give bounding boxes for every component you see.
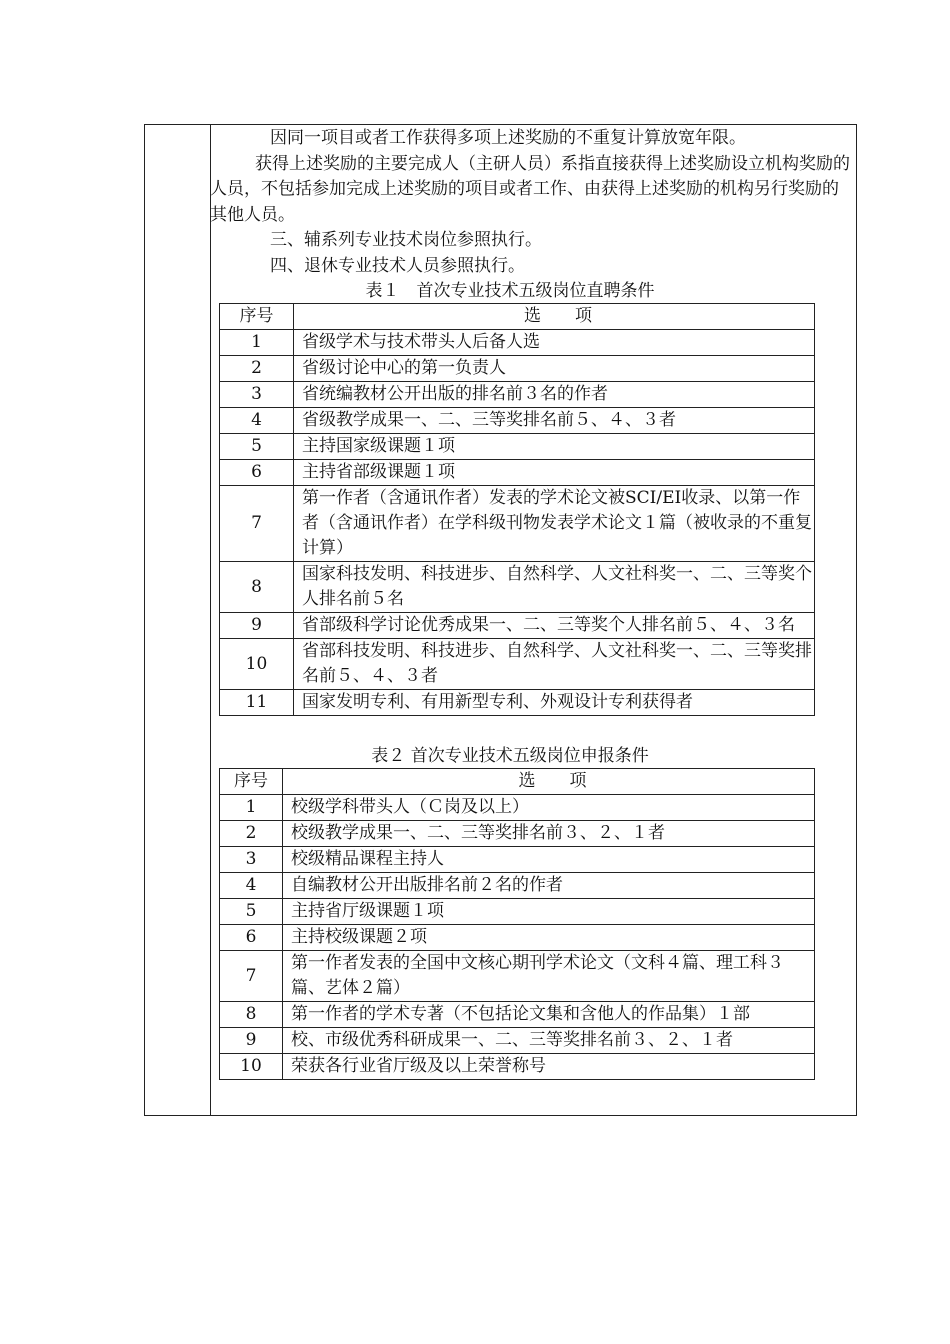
table-row: [220, 1054, 815, 1080]
row-number: 1: [220, 795, 283, 821]
row-number: 4: [220, 408, 294, 434]
table1-caption: 表１ 首次专业技术五级岗位直聘条件: [365, 281, 655, 301]
row-number: 9: [220, 1028, 283, 1054]
table-row: [220, 460, 815, 486]
row-item: 主持省部级课题１项: [294, 460, 815, 486]
row-number: 4: [220, 873, 283, 899]
row-item: 主持省厅级课题１项: [283, 899, 815, 925]
row-item: 省统编教材公开出版的排名前３名的作者: [294, 382, 815, 408]
row-number: 8: [220, 562, 294, 613]
paragraph-no-repeat: 因同一项目或者工作获得多项上述奖励的不重复计算放宽年限。: [270, 128, 746, 148]
table-row: [220, 486, 815, 562]
row-number: 3: [220, 847, 283, 873]
table-row: [220, 925, 815, 951]
row-item: 国家发明专利、有用新型专利、外观设计专利获得者: [294, 690, 815, 716]
row-item: 省部科技发明、科技进步、自然科学、人文社科奖一、二、三等奖排名前５、４、３者: [294, 639, 815, 690]
row-item: 校级精品课程主持人: [283, 847, 815, 873]
row-number: 10: [220, 639, 294, 690]
row-number: 3: [220, 382, 294, 408]
table-row: [220, 639, 815, 690]
row-item: 省部级科学讨论优秀成果一、二、三等奖个人排名前５、４、３名: [294, 613, 815, 639]
row-item: 主持校级课题２项: [283, 925, 815, 951]
row-item: 校级教学成果一、二、三等奖排名前３、２、１者: [283, 821, 815, 847]
table-row: [220, 434, 815, 460]
table-row: [220, 951, 815, 1002]
row-number: 10: [220, 1054, 283, 1080]
row-item: 省级教学成果一、二、三等奖排名前５、４、３者: [294, 408, 815, 434]
row-number: 6: [220, 925, 283, 951]
paragraph-main-completer: 获得上述奖励的主要完成人（主研人员）系指直接获得上述奖励设立机构奖励的人员，不包括参加完成上述奖励的项目或者工作、由获得上述奖励的机构另行奖励的其他人员。: [210, 153, 850, 225]
table-row: [220, 408, 815, 434]
row-number: 1: [220, 330, 294, 356]
row-item: 主持国家级课题１项: [294, 434, 815, 460]
row-item: 校级学科带头人（Ｃ岗及以上）: [283, 795, 815, 821]
row-item: 荣获各行业省厅级及以上荣誉称号: [283, 1054, 815, 1080]
table-header-row: [220, 304, 815, 330]
row-item: 校、市级优秀科研成果一、二、三等奖排名前３、２、１者: [283, 1028, 815, 1054]
row-number: 2: [220, 356, 294, 382]
table-row: [220, 356, 815, 382]
row-number: 7: [220, 486, 294, 562]
header-no: 序号: [220, 769, 283, 795]
header-item: 选 项: [294, 304, 815, 330]
table-header-row: [220, 769, 815, 795]
row-item: 第一作者的学术专著（不包括论文集和含他人的作品集）１部: [283, 1002, 815, 1028]
row-item: 国家科技发明、科技进步、自然科学、人文社科奖一、二、三等奖个人排名前５名: [294, 562, 815, 613]
row-number: 6: [220, 460, 294, 486]
paragraph-retired: 四、退休专业技术人员参照执行。: [270, 255, 525, 276]
table-row: [220, 821, 815, 847]
row-item: 第一作者（含通讯作者）发表的学术论文被SCI/EI收录、以第一作者（含通讯作者）在学科级刊物发表学术论文１篇（被收录的不重复计算）: [294, 486, 815, 562]
table-row: [220, 562, 815, 613]
header-no: 序号: [220, 304, 294, 330]
row-number: 9: [220, 613, 294, 639]
table2: [219, 768, 815, 1080]
paragraph-auxiliary: 三、辅系列专业技术岗位参照执行。: [270, 230, 542, 250]
table-row: [220, 795, 815, 821]
table2-caption: 表２ 首次专业技术五级岗位申报条件: [371, 746, 649, 766]
table-row: [220, 1002, 815, 1028]
row-number: 2: [220, 821, 283, 847]
table-row: [220, 847, 815, 873]
table-row: [220, 899, 815, 925]
table-row: [220, 330, 815, 356]
row-number: 8: [220, 1002, 283, 1028]
row-item: 省级讨论中心的第一负责人: [294, 356, 815, 382]
table-row: [220, 613, 815, 639]
table-row: [220, 873, 815, 899]
table-row: [220, 382, 815, 408]
row-item: 第一作者发表的全国中文核心期刊学术论文（文科４篇、理工科３篇、艺体２篇）: [283, 951, 815, 1002]
header-item: 选 项: [283, 769, 815, 795]
row-number: 7: [220, 951, 283, 1002]
row-number: 11: [220, 690, 294, 716]
row-item: 自编教材公开出版排名前２名的作者: [283, 873, 815, 899]
table-row: [220, 1028, 815, 1054]
table-row: [220, 690, 815, 716]
table1: [219, 303, 815, 716]
document-content: [210, 126, 850, 1080]
row-number: 5: [220, 899, 283, 925]
row-number: 5: [220, 434, 294, 460]
row-item: 省级学术与技术带头人后备人选: [294, 330, 815, 356]
